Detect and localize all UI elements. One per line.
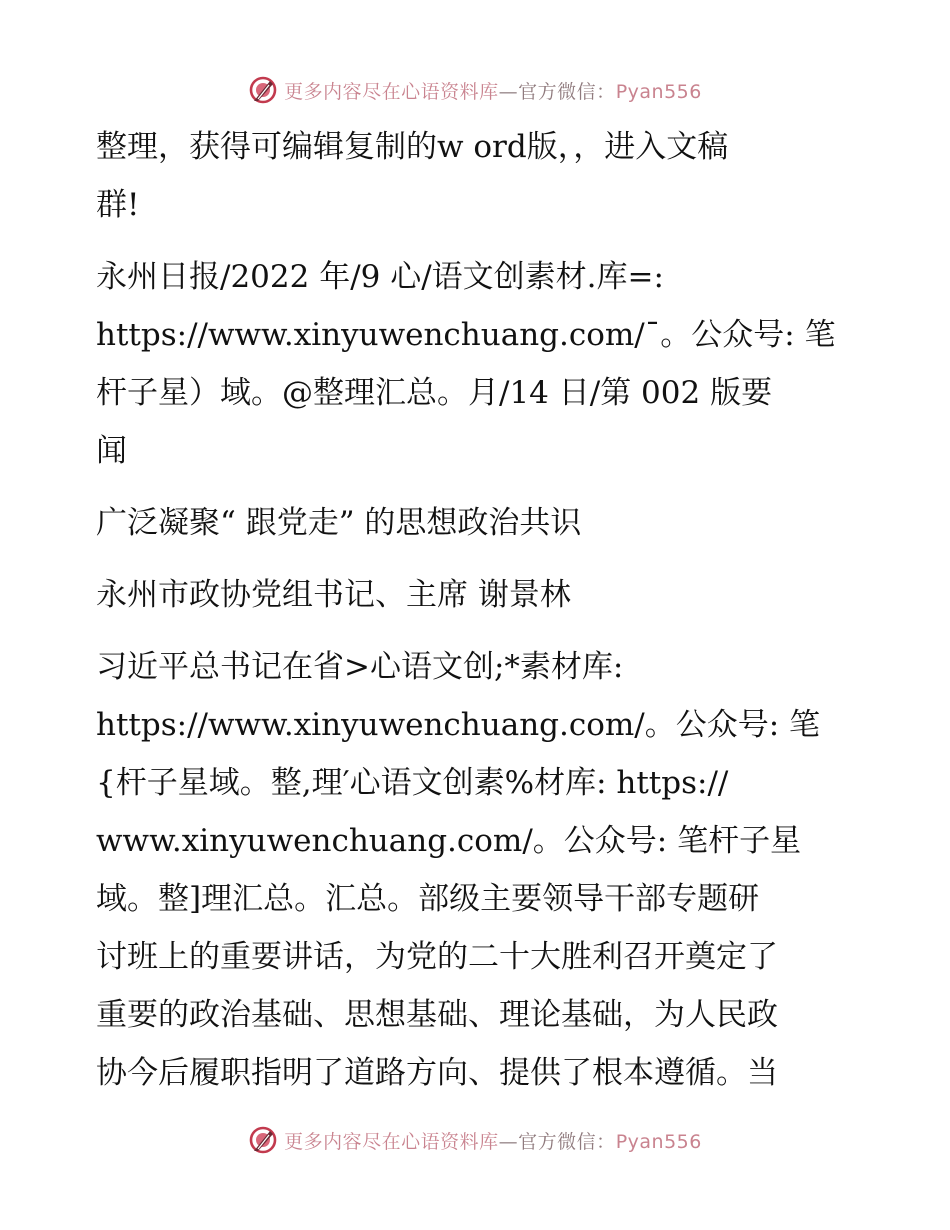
text-line: https://www.xinyuwenchuang.com/。公众号: 笔 <box>96 707 821 743</box>
paragraph-gap <box>96 234 856 248</box>
text-line: 群! <box>96 187 140 223</box>
text-line: 习近平总书记在省>心语文创;*素材库: <box>96 649 624 685</box>
text-line: 永州日报/2022 年/9 心/语文创素材.库=: <box>96 259 664 295</box>
paragraph <box>96 118 856 234</box>
watermark-handle: Pyan556 <box>615 1130 702 1153</box>
watermark-site-text: 更多内容尽在心语资料库 <box>284 80 499 103</box>
paragraph-gap <box>96 480 856 494</box>
paragraph-gap <box>96 552 856 566</box>
text-line: 重要的政治基础、思想基础、理论基础，为人民政 <box>96 997 778 1033</box>
text-line: {杆子星域。整,理′心语文创素%材库: https:// <box>96 765 729 801</box>
watermark-official-label: 官方微信： <box>518 80 616 103</box>
paragraph <box>96 248 856 480</box>
watermark-site-text: 更多内容尽在心语资料库 <box>284 1130 499 1153</box>
text-line: 讨班上的重要讲话，为党的二十大胜利召开奠定了 <box>96 939 778 975</box>
watermark-group <box>248 75 702 105</box>
footer-watermark <box>0 1118 950 1162</box>
quill-pen-circle-icon <box>248 1125 278 1155</box>
watermark-official-label: 官方微信： <box>518 1130 616 1153</box>
paragraph <box>96 638 856 1102</box>
text-line: 杆子星）域。@整理汇总。月/14 日/第 002 版要 <box>96 375 773 411</box>
paragraph-gap <box>96 624 856 638</box>
text-line: 整理，获得可编辑复制的w ord版，，进入文稿 <box>96 129 729 165</box>
watermark-group <box>248 1125 702 1155</box>
watermark-dash: — <box>498 1130 519 1153</box>
watermark-text <box>284 1127 702 1154</box>
text-line: https://www.xinyuwenchuang.com/¯。公众号: 笔 <box>96 317 836 353</box>
text-line: 协今后履职指明了道路方向、提供了根本遵循。当 <box>96 1055 778 1091</box>
article-title <box>96 494 856 552</box>
text-line: 广泛凝聚“ 跟党走” 的思想政治共识 <box>96 505 582 541</box>
author-line <box>96 566 856 624</box>
text-line: www.xinyuwenchuang.com/。公众号: 笔杆子星 <box>96 823 802 859</box>
watermark-dash: — <box>498 80 519 103</box>
quill-pen-circle-icon <box>248 75 278 105</box>
header-watermark <box>0 68 950 112</box>
text-line: 域。整]理汇总。汇总。部级主要领导干部专题研 <box>96 881 760 917</box>
text-line: 闻 <box>96 433 127 469</box>
watermark-handle: Pyan556 <box>615 80 702 103</box>
watermark-text <box>284 77 702 104</box>
text-line: 永州市政协党组书记、主席 谢景林 <box>96 577 571 613</box>
document-body <box>96 118 856 1102</box>
